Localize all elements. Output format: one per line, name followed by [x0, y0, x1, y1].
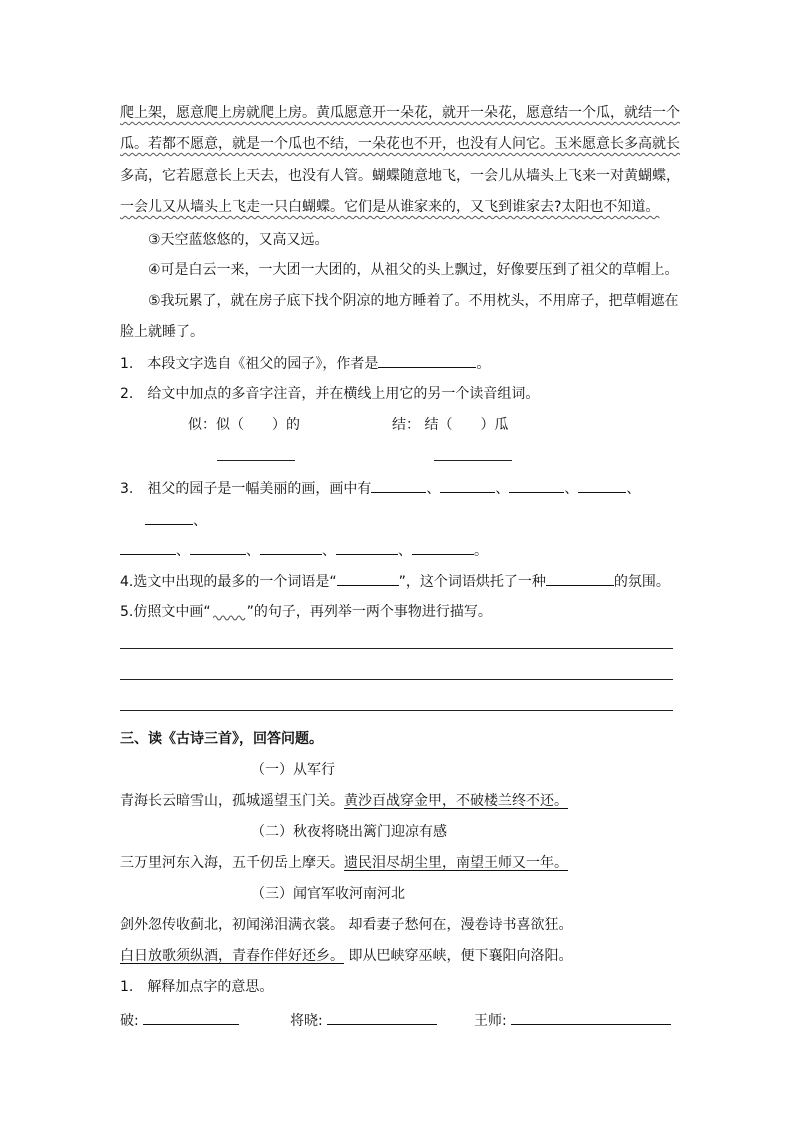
passage-line-3: [120, 166, 680, 186]
separator: 、: [246, 543, 260, 559]
answer-blank[interactable]: [371, 478, 426, 493]
question-3-text: 3. 祖父的园子是一幅美丽的画，画中有: [120, 481, 372, 497]
separator: 、: [176, 543, 190, 559]
passage-line-2: [120, 134, 680, 154]
paragraph-4: ④可是白云一来，一大团一大团的，从祖父的头上飘过，好像要压到了祖父的草帽上。: [148, 262, 679, 278]
poem-3-title: （三）闻官军收河南河北: [251, 886, 405, 902]
label-jiangxiao: 将晓:: [290, 1013, 323, 1029]
definition-row: [120, 1010, 239, 1031]
question-4-text: 4.选文中出现的最多的一个词语是“: [120, 574, 337, 590]
poem-2-title: （二）秋夜将晓出篱门迎凉有感: [251, 824, 447, 840]
separator: 、: [398, 543, 412, 559]
question-5-text: 5.仿照文中画“: [120, 604, 211, 620]
question-1-text: 1. 本段文字选自《祖父的园子》，作者是: [120, 356, 379, 372]
wavy-text: 爬上架，愿意爬上房就爬上房。黄瓜愿意开一朵花，就开一朵花，愿意结一个瓜，就结一个: [120, 105, 680, 121]
poem-1-line-a: 青海长云暗雪山，孤城遥望玉门关。: [120, 793, 344, 809]
answer-blank[interactable]: [578, 478, 626, 493]
section-3-question-1: 1. 解释加点字的意思。: [120, 979, 274, 995]
wavy-text: 瓜。若都不愿意，就是一个瓜也不结，一朵花也不开，也没有人问它。玉米愿意长多高就长: [120, 136, 680, 152]
definition-jiangxiao: [290, 1010, 437, 1031]
question-5-end: ”的句子，再列举一两个事物进行描写。: [246, 604, 492, 620]
question-2-item-b: 结： 结（ ）瓜: [392, 417, 509, 433]
question-5: [120, 602, 492, 622]
answer-blank[interactable]: [145, 510, 193, 525]
answer-blank[interactable]: [143, 1010, 239, 1025]
poem-1-title: （一）从军行: [251, 762, 335, 778]
answer-blank[interactable]: [511, 1010, 671, 1025]
answer-line[interactable]: [217, 460, 295, 461]
poem-3-line-2: [120, 946, 572, 966]
passage-text: 多高，它若愿意长上天去，也没有人管。蝴蝶随意地飞，一会儿从墙头上飞来一对黄蝴蝶，: [120, 168, 680, 184]
question-2-item-a: 似：似（ ）的: [188, 417, 300, 433]
question-3-cont-1: [145, 510, 207, 531]
poem-3-line-1: 剑外忽传收蓟北，初闻涕泪满衣裳。 却看妻子愁何在，漫卷诗书喜欲狂。: [120, 917, 573, 933]
definition-wangshi: [474, 1010, 671, 1031]
poem-2-line-b: 遗民泪尽胡尘里，南望王师又一年。: [344, 855, 568, 871]
answer-blank[interactable]: [260, 540, 322, 555]
paragraph-5-line-1: ⑤我玩累了，就在房子底下找个阴凉的地方睡着了。不用枕头，不用席子，把草帽遮在: [148, 293, 679, 309]
paragraph-5-line-2: 脸上就睡了。: [120, 324, 204, 340]
question-2: 2. 给文中加点的多音字注音，并在横线上用它的另一个读音组词。: [120, 386, 540, 402]
answer-blank[interactable]: [509, 478, 564, 493]
poem-1-text: [120, 791, 568, 811]
question-4-mid: ”，这个词语烘托了一种: [398, 574, 546, 590]
separator: 、: [626, 481, 641, 497]
answer-blank[interactable]: [336, 540, 398, 555]
poem-1-line-b: 黄沙百战穿金甲，不破楼兰终不还。: [344, 793, 568, 809]
answer-line[interactable]: [120, 710, 673, 711]
passage-line-4: [120, 197, 659, 217]
separator: 、: [495, 481, 510, 497]
answer-blank[interactable]: [190, 540, 246, 555]
answer-blank[interactable]: [327, 1010, 437, 1025]
separator: 、: [564, 481, 579, 497]
question-1: [120, 353, 490, 374]
question-3-cont-2: [120, 540, 488, 561]
answer-blank[interactable]: [120, 540, 176, 555]
paragraph-3: ③天空蓝悠悠的，又高又远。: [148, 232, 329, 248]
label-wangshi: 王师:: [474, 1013, 507, 1029]
answer-blank[interactable]: [440, 478, 495, 493]
wavy-line-icon: [213, 614, 249, 622]
separator: 、: [193, 513, 207, 529]
wavy-text: 一会儿又从墙头上飞走一只白蝴蝶。它们是从谁家来的，又飞到谁家去?太阳也不知道。: [120, 199, 660, 215]
answer-blank[interactable]: [546, 571, 614, 586]
answer-line[interactable]: [120, 679, 673, 680]
label-po: 破:: [120, 1013, 139, 1029]
poem-3-line-c: 即从巴峡穿巫峡，便下襄阳向洛阳。: [344, 948, 573, 964]
separator: 、: [322, 543, 336, 559]
question-3-end: 。: [474, 543, 488, 559]
passage-line-1: [120, 103, 680, 123]
question-4: [120, 571, 670, 592]
question-3: [120, 478, 640, 499]
answer-line[interactable]: [434, 460, 512, 461]
poem-3-line-b: 白日放歌须纵酒，青春作伴好还乡。: [120, 948, 344, 964]
answer-blank[interactable]: [378, 353, 476, 368]
answer-blank[interactable]: [412, 540, 474, 555]
poem-2-line-a: 三万里河东入海，五千仞岳上摩天。: [120, 855, 344, 871]
section-3-heading: 三、读《古诗三首》，回答问题。: [120, 731, 323, 747]
question-4-end: 的氛围。: [613, 574, 670, 590]
poem-2-text: [120, 853, 568, 873]
answer-line[interactable]: [120, 648, 673, 649]
wavy-sample: [211, 602, 247, 616]
separator: 、: [426, 481, 441, 497]
question-1-end: 。: [476, 356, 491, 372]
answer-blank[interactable]: [337, 571, 399, 586]
